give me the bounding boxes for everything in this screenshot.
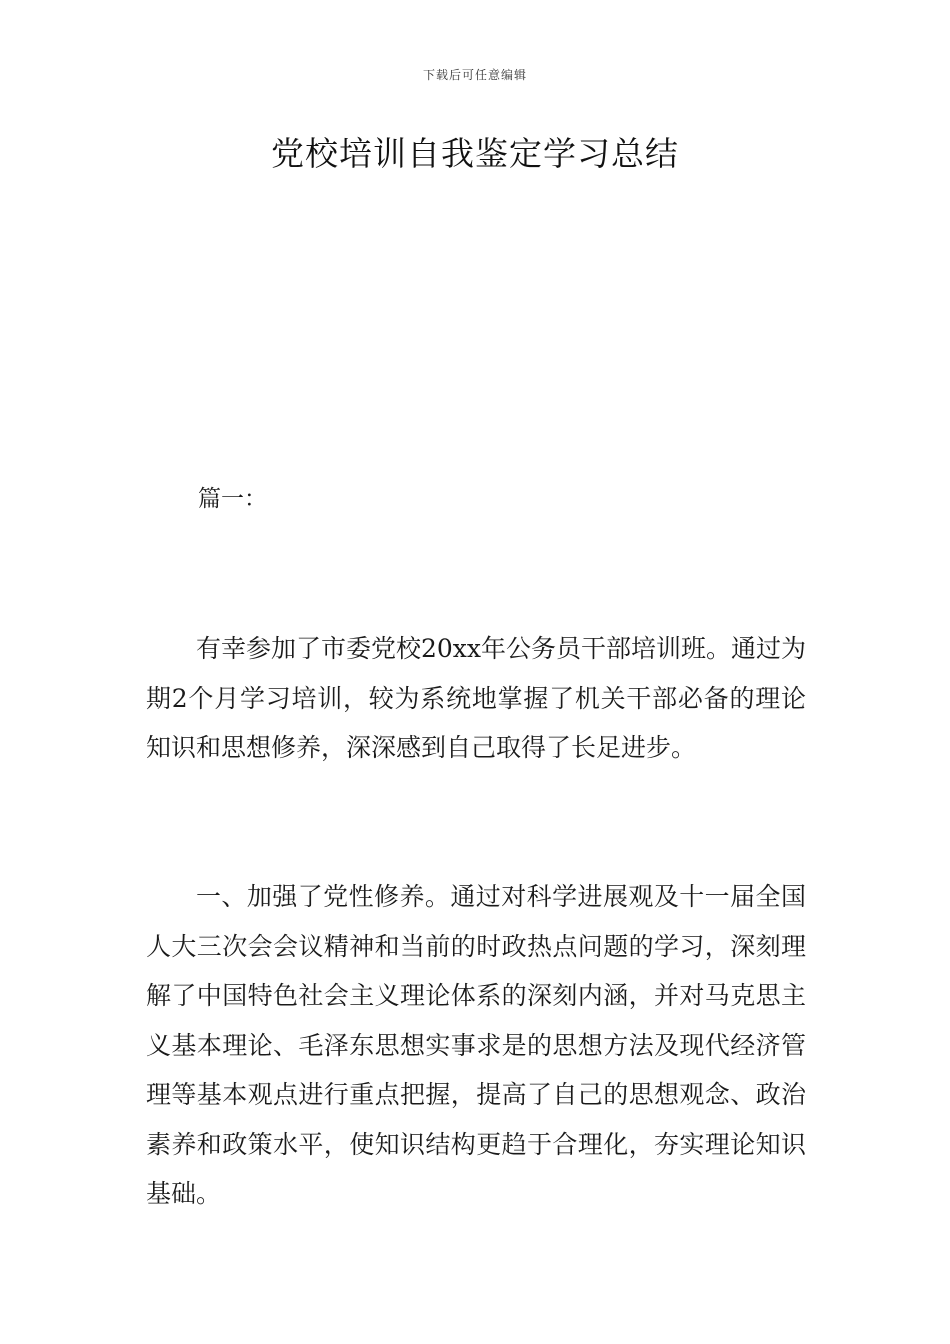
paragraph-intro: 有幸参加了市委党校20xx年公务员干部培训班。通过为期2个月学习培训，较为系统地掌握了机关干部必备的理论知识和思想修养，深深感到自己取得了长足进步。	[146, 634, 807, 762]
header-note: 下载后可任意编辑	[422, 68, 527, 82]
paragraph-party-spirit: 一、加强了党性修养。通过对科学进展观及十一届全国人大三次会会议精神和当前的时政热点问题的学习，深刻理解了中国特色社会主义理论体系的深刻内涵，并对马克思主义基本理论、毛泽东思想实事求是的思想方法及现代经济管理等基本观点进行重点把握，提高了自己的思想观念、政治素养和政策水平，使知识结构更趋于合理化，夯实理论知识基础。	[146, 882, 806, 1208]
document-title: 党校培训自我鉴定学习总结	[271, 134, 679, 173]
section-label: 篇一：	[198, 486, 267, 512]
